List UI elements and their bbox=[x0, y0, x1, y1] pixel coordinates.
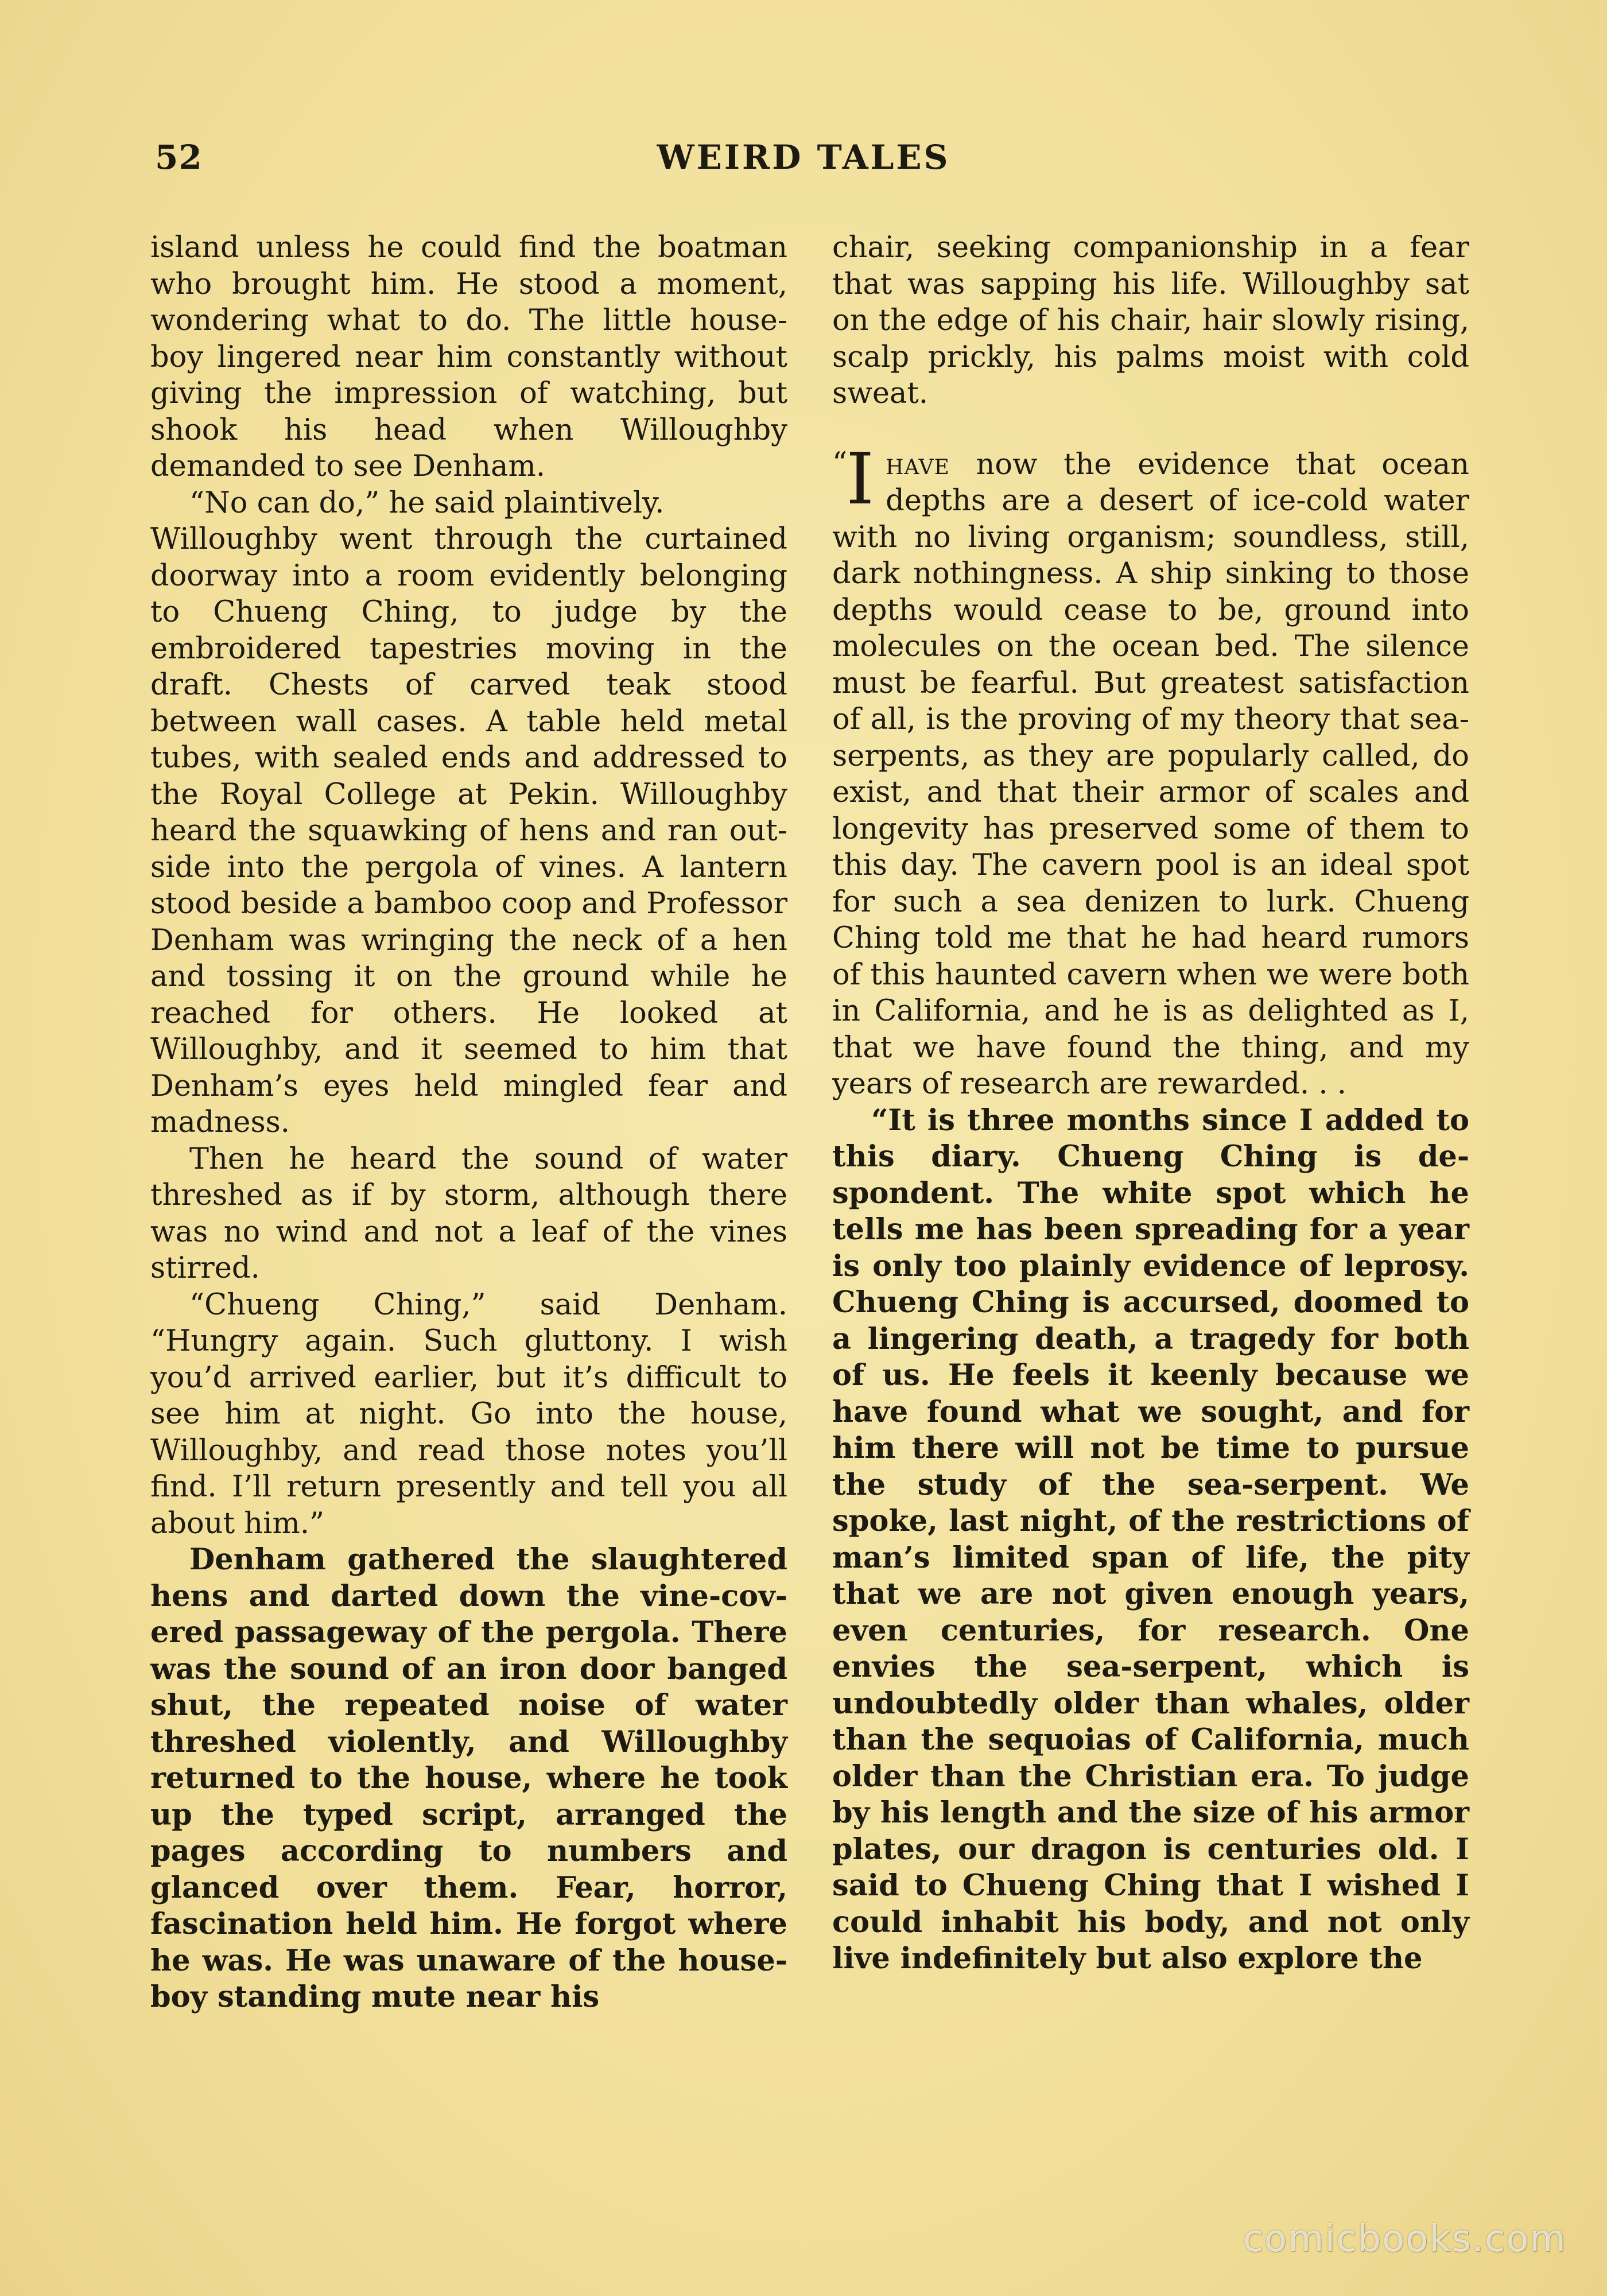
paragraph: island unless he could find the boatman who brought him. He stood a moment, wondering what to do. The little house-boy lingered near him constantly without giving the impression of watching, but shook his head when Willoughby demanded to see Denham. bbox=[150, 231, 787, 483]
left-column bbox=[150, 230, 787, 2016]
page-number: 52 bbox=[155, 138, 203, 177]
paragraph: “No can do,” he said plaintively. bbox=[189, 486, 665, 520]
small-caps-lead: have bbox=[886, 447, 950, 482]
watermark: comicbooks.com bbox=[1243, 2218, 1567, 2260]
drop-cap-group bbox=[832, 437, 882, 521]
paragraph: Denham gathered the slaughtered hens and darted down the vine-covered passageway of the pergola. There was the sound of an iron door banged shut, the repeated noise of water threshed violently, and Willoughby returned to the house, where he took up the typed script, arranged the pages according to numbers and glanced over them. Fear, horror, fascination held him. He forgot where he was. He was unaware of the house-boy standing mute near his bbox=[150, 1542, 787, 2014]
paragraph: “Chueng Ching,” said Denham. “Hungry again. Such gluttony. I wish you’d arrived earlier, but it’s difficult to see him at night. Go into the house, Willoughby, and read those notes you’ll find. I’ll return presently and tell you all about him.” bbox=[150, 1287, 787, 1541]
paragraph: chair, seeking companionship in a fear that was sapping his life. Willoughby sat on the edge of his chair, hair slowly rising, scalp prickly, his palms moist with cold sweat. bbox=[832, 231, 1469, 410]
right-column bbox=[832, 230, 1469, 1977]
paragraph: “It is three months since I added to this diary. Chueng Ching is despondent. The white spot which he tells me has been spreading for a year is only too plainly evidence of leprosy. Chueng Ching is accursed, doomed to a lingering death, a tragedy for both of us. He feels it keenly because we have found what we sought, and for him there will not be time to pursue the study of the sea-serpent. We spoke, last night, of the restrictions of man’s limited span of life, the pity that we are not given enough years, even centuries, for research. One envies the sea-serpent, which is undoubtedly older than whales, older than the sequoias of California, much older than the Christian era. To judge by his length and the size of his armor plates, our dragon is centuries old. I said to Chueng Ching that I wished I could inhabit his body, and not only live indefinitely but also explore the bbox=[832, 1103, 1469, 1976]
paragraph: Then he heard the sound of water threshed as if by storm, although there was no wind and not a leaf of the vines stirred. bbox=[150, 1142, 787, 1285]
magazine-title: WEIRD TALES bbox=[657, 138, 950, 177]
opening-quote: “ bbox=[832, 446, 848, 480]
drop-cap: I bbox=[846, 437, 875, 521]
section-start-paragraph bbox=[832, 437, 1469, 1103]
running-head bbox=[155, 138, 1452, 189]
paragraph: Willoughby went through the curtained doorway into a room evidently belonging to Chueng Ching, to judge by the embroidered tapestries moving in the draft. Chests of carved teak stood between wall cases. A table held metal tubes, with sealed ends and addressed to the Royal College at Pekin. Willoughby heard the squawking of hens and ran outside into the pergola of vines. A lantern stood beside a bamboo coop and Professor Denham was wringing the neck of a hen and tossing it on the ground while he reached for others. He looked at Willoughby, and it seemed to him that Denham’s eyes held mingled fear and madness. bbox=[150, 522, 787, 1139]
paragraph-text: now the evidence that ocean depths are a desert of ice-cold water with no living organism; soundless, still, dark nothingness. A ship sinking to those depths would cease to be, ground into molecules on the ocean bed. The silence must be fearful. But greatest satisfaction of all, is the proving of my theory that sea-serpents, as they are popularly called, do exist, and that their armor of scales and longevity has preserved some of them to this day. The cavern pool is an ideal spot for such a sea denizen to lurk. Chueng Ching told me that he had heard rumors of this haunted cavern when we were both in California, and he is as delighted as I, that we have found the thing, and my years of research are rewarded. . . bbox=[832, 447, 1469, 1101]
